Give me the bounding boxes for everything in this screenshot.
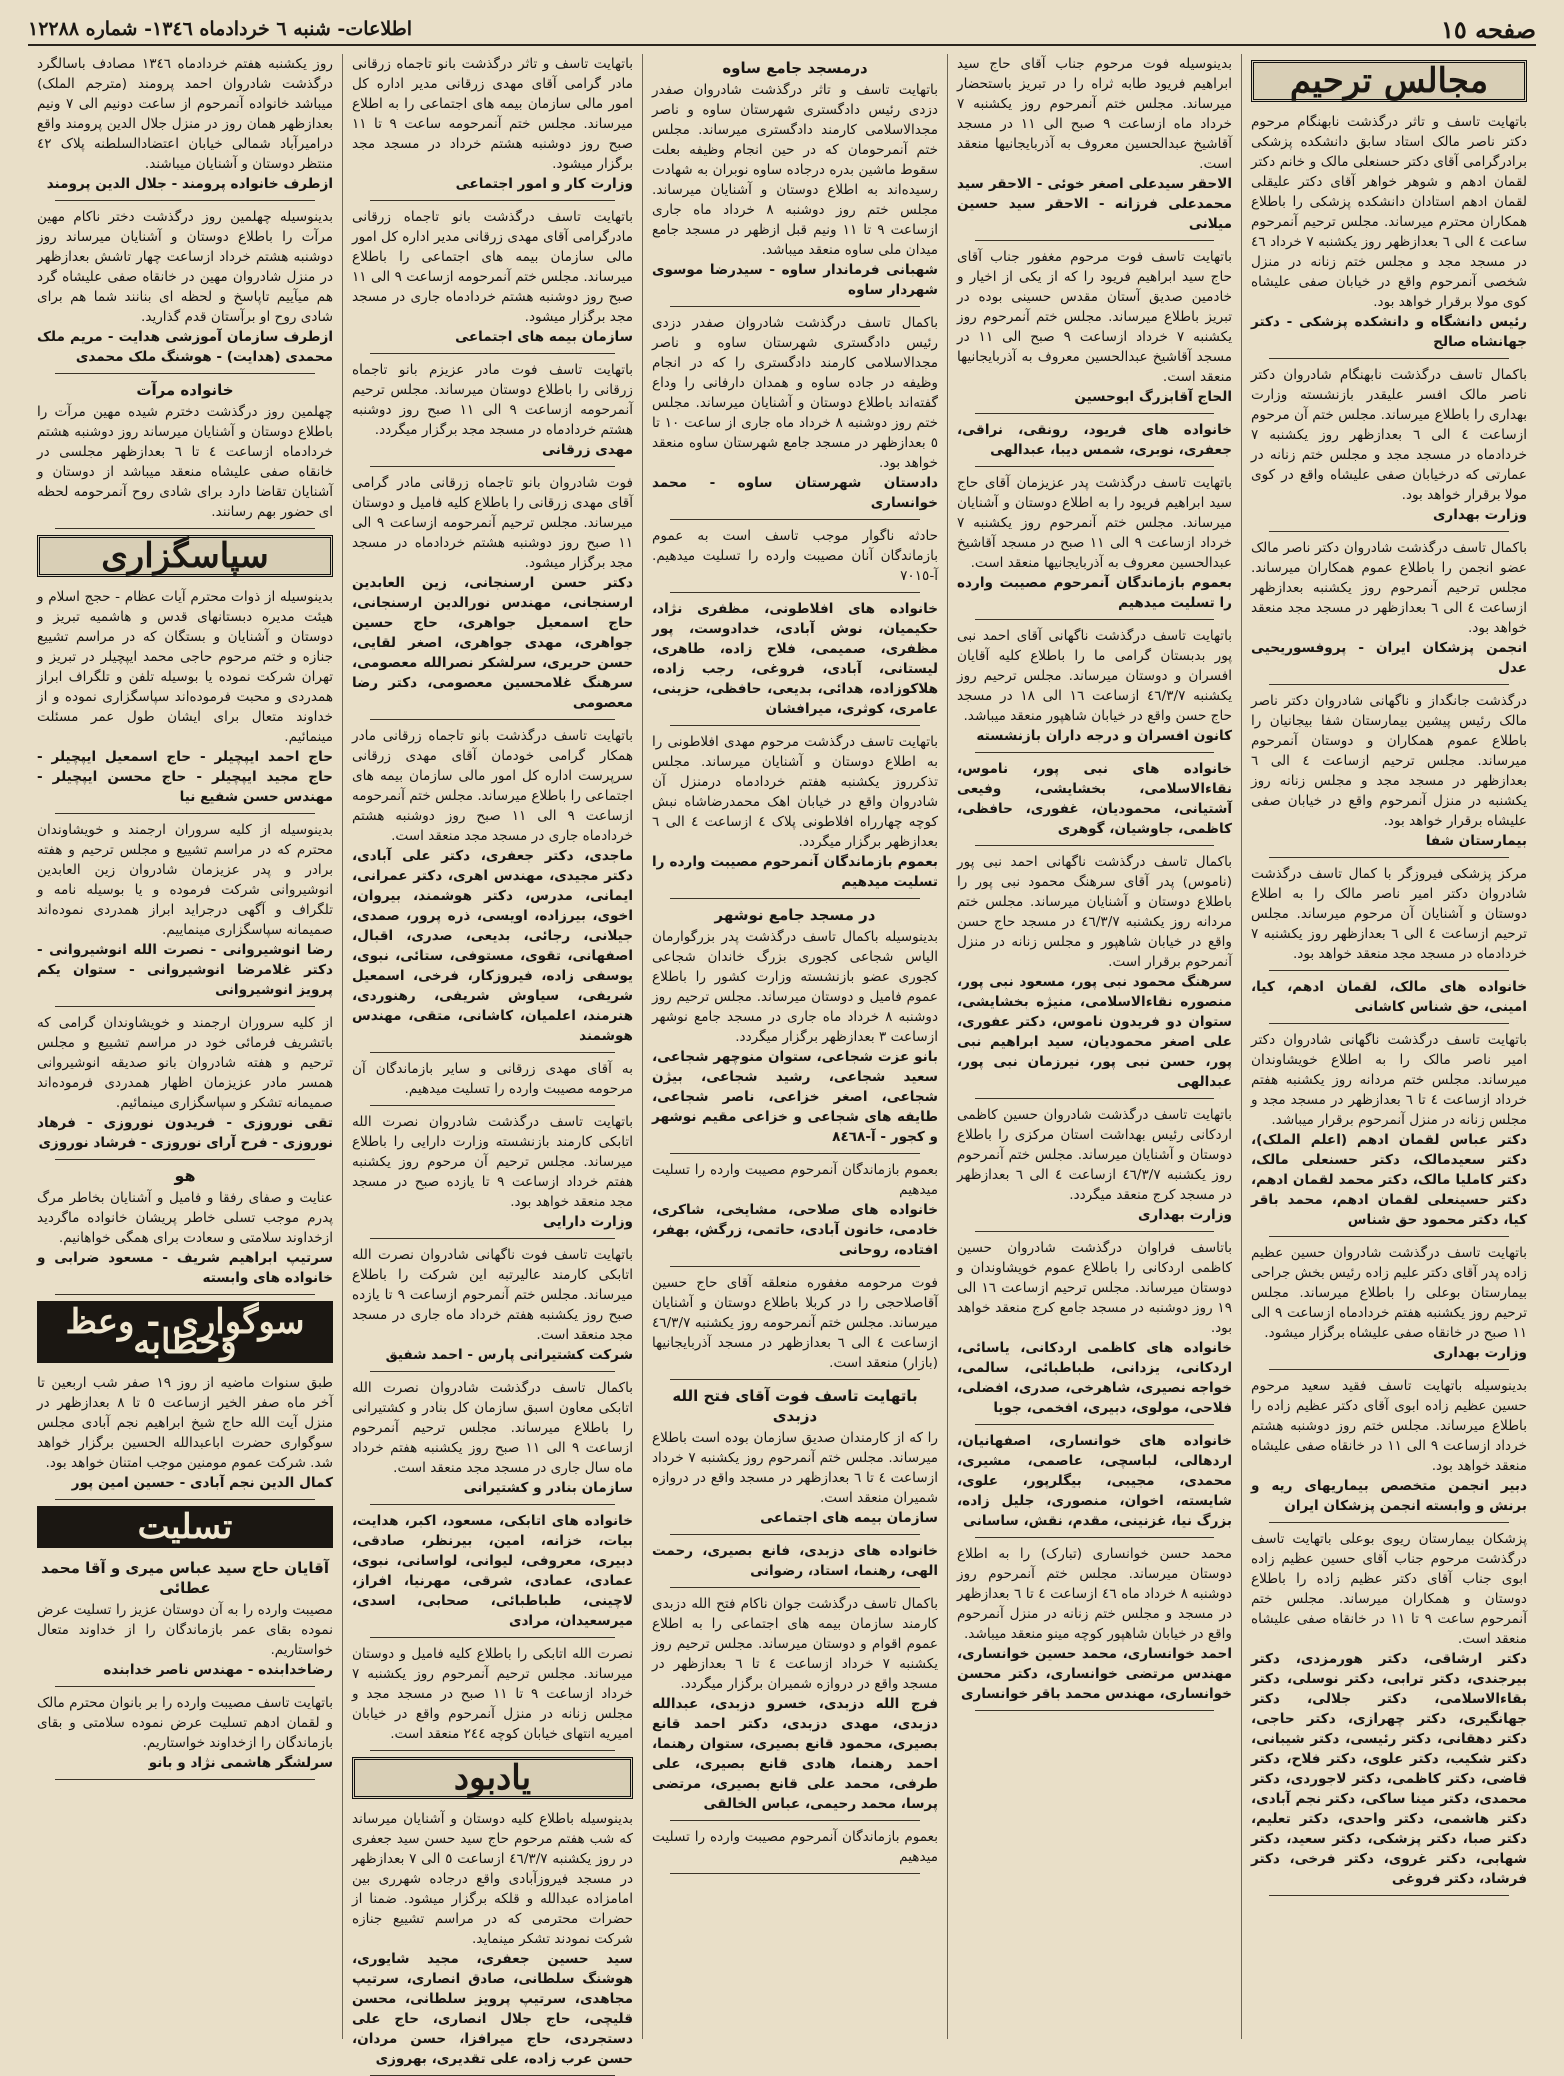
notice-signature: سازمان بیمه های اجتماعی xyxy=(455,329,633,345)
notice-block xyxy=(352,207,633,347)
notice-body: باتهایت تاسف درگذشت ناگهانی آقای احمد نبی پور بدبستان گرامی ما را باطلاع کلیه آقایان افسران و دوستان میرساند. مجلس ترحیم روز یکشنبه ٤٦/٣/٧ ازساعت ١٦ الی ١٨ در مسجد حاج حسن واقع در خیابان شاهپور منعقد میباشد. xyxy=(957,628,1232,724)
notice-body: باتهایت تاسف درگذشت پدر عزیزمان آقای حاج سید ابراهیم فریود را به اطلاع دوستان و آشنایان میرساند. مجلس ختم آنمرحوم روز یکشنبه ٧ خرداد ازساعت ٩ الی ١١ صبح در مسجد آقاشیخ عبدالحسین معروف به آذربایجانیها منعقد است. xyxy=(957,475,1233,571)
notice-signature: سرهنگ محمود نبی پور، مسعود نبی پور، منصوره نقاءالاسلامی، منیژه بخشایشی، ستوان دو فریدون ناموس، دکتر عفوری، علی اصغر محمودیان، سید ابراهیم نبی پور، حسن نبی پور، نیرزمان نبی پور، عبدالهی xyxy=(957,974,1232,1090)
notice-body: باکمال تاسف درگذشت شادروان صفدر دزدی رئیس دادگستری شهرستان ساوه و ناصر مجدالاسلامی کارمند دادگستری را که در انجام وظیفه در جاده ساوه و همدان دارفانی را وداع گفته‌اند باطلاع دوستان و آشنایان میرساند. مجلس ختم روز دوشنبه ٨ خرداد ماه جاری از ساعت ١٠ تا ٥ بعدازظهر در مسجد جامع شهرستان ساوه منعقد خواهد بود. xyxy=(652,315,938,471)
notice-divider xyxy=(55,528,315,529)
notice-block xyxy=(352,1809,633,2069)
notice-signature: بعموم بازماندگان آنمرحوم مصیبت وارده را تسلیت میدهیم xyxy=(652,854,938,890)
notice-body: بدینوسیله از کلیه سروران ارجمند و خویشاوندان محترم که در مراسم تشییع و مجلس ترحیم و هفته برادر و پدر عزیزمان شادروان زین العابدین انوشیروانی شرکت فرموده و یا بوسیله نامه و تلگراف و آگهی درجراید ابراز همدردی نموده‌اند صمیمانه سپاسگزاری مینماییم. xyxy=(37,822,333,938)
notice-divider xyxy=(1269,1522,1509,1523)
notice-divider xyxy=(1269,1895,1509,1896)
notice-divider xyxy=(55,1499,315,1500)
notice-body: باکمال تاسف درگذشت شادروان دکتر ناصر مالک عضو انجمن را باطلاع عموم همکاران میرساند. مجلس ترحیم آنمرحوم روز یکشنبه بعدازظهر ازساعت ٤ الی ٦ بعدازظهر در مسجد مجد منعقد خواهد بود. xyxy=(1251,540,1527,636)
notice-divider xyxy=(1269,1023,1509,1024)
notice-body: بدینوسیله باتهایت تاسف فقید سعید مرحوم حسین عظیم زاده ابوی آقای دکتر عظیم زاده را باطلاع میرساند. مجلس ختم روز دوشنبه هشتم خرداد ازساعت ٩ الی ١١ در خانقاه صفی علیشاه منعقد خواهد بود. xyxy=(1251,1378,1527,1474)
notice-body: مرکز پزشکی فیروزگر با کمال تاسف درگذشت شادروان دکتر امیر ناصر مالک را به اطلاع دوستان و آشنایان آن مرحوم میرساند. مجلس ترحیم ازساعت ٤ الی ٦ بعدازظهر روز یکشنبه ٧ خردادماه در مسجد مجد منعقد خواهد بود. xyxy=(1251,866,1527,962)
notice-divider xyxy=(670,898,920,899)
notice-signature: سرلشگر هاشمی نژاد و بانو xyxy=(148,1755,333,1771)
notice-body: باتهایت تاسف درگذشت شادروان حسین کاظمی اردکانی رئیس بهداشت استان مرکزی را باطلاع دوستان و آشنایان میرساند. مجلس ختم آنمرحوم روز یکشنبه ٤٦/٣/٧ ازساعت ٤ الی ٦ بعدازظهر در مسجد کرج منعقد میگردد. xyxy=(957,1107,1232,1203)
notice-body: فوت مرحومه مغفوره منعلقه آقای حاج حسین آقاصلاحجی را در کربلا باطلاع دوستان و آشنایان میرساند. مجلس ختم آنمرحومه روز یکشنبه ٤٦/٣/٧ ازساعت ٤ الی ٦ بعدازظهر در مسجد آذربایجانیها (بازار) منعقد است. xyxy=(652,1275,938,1371)
notice-divider xyxy=(975,752,1214,753)
notice-divider xyxy=(370,1238,615,1239)
notice-divider xyxy=(55,1294,315,1295)
notice-body: باتهایت تاسف درگذشت ناگهانی شادروان دکتر امیر ناصر مالک را به اطلاع خویشاوندان میرساند. مجلس ختم مردانه روز یکشنبه هفتم خرداد ازساعت ٤ تا ٦ بعدازظهر در مسجد مجد و مجلس زنانه در منزل آنمرحوم برقرار میباشد. xyxy=(1251,1032,1528,1128)
notice-body: باتهایت تاسف فوت مادر عزیزم بانو تاجماه زرقانی را باطلاع دوستان میرساند. مجلس ترحیم آنمرحومه ازساعت ٩ الی ١١ صبح روز دوشنبه هشتم خردادماه در مسجد مجد برگزار میگردد. xyxy=(352,362,633,438)
notice-divider xyxy=(370,353,615,354)
notice-block xyxy=(37,54,333,194)
notice-block xyxy=(652,1541,938,1581)
notice-heading: آقایان حاج سید عباس میری و آقا محمد عطائی xyxy=(41,1559,329,1597)
page-number: صفحه ١٥ xyxy=(1440,14,1536,44)
notice-divider xyxy=(370,466,615,467)
notice-divider xyxy=(670,1266,920,1267)
notice-signature: خانواده های مالک، لقمان ادهم، کیا، امینی، حق شناس کاشانی xyxy=(1251,979,1527,1015)
notice-body: طبق سنوات ماضیه از روز ١٩ صفر شب اربعین تا آخر ماه صفر الخیر ازساعت ٥ تا ٨ بعدازظهر در منزل آیت الله حاج شیخ ابراهیم نجم آبادی مجلس سوگواری حضرت اباعبدالله الحسین برگزار خواهد شد. شرکت عموم مومنین موجب امتنان خواهد بود. xyxy=(37,1375,333,1471)
notice-block xyxy=(1251,977,1527,1017)
notice-heading: در مسجد جامع نوشهر xyxy=(714,906,876,924)
notice-block xyxy=(957,1544,1232,1704)
notice-divider xyxy=(975,413,1214,414)
notice-divider xyxy=(1269,1236,1509,1237)
notice-block xyxy=(1251,864,1527,964)
notice-divider xyxy=(55,373,315,374)
notice-block xyxy=(352,473,633,713)
notice-block xyxy=(352,1059,633,1099)
notice-heading: خانواده مرآت xyxy=(136,381,234,399)
notice-block xyxy=(352,726,633,1046)
notice-body: باکمال تاسف درگذشت نابهنگام شادروان دکتر ناصر مالک افسر علیقدر بازنشسته وزارت بهداری را باطلاع میرساند. مجلس ختم آن مرحوم ازساعت ٤ الی ٦ بعدازظهر روز یکشنبه ٧ خردادماه در مسجد مجد و مجلس ختم زنانه در عمارتی که درخیابان صفی علیشاه واقع در کوی مولا برقرار خواهد بود. xyxy=(1251,367,1527,503)
notice-block xyxy=(957,54,1232,234)
notice-signature: کانون افسران و درجه داران بازنشسته xyxy=(976,728,1232,744)
notice-divider xyxy=(370,1052,615,1053)
notice-block xyxy=(652,599,938,719)
notice-divider xyxy=(370,1371,615,1372)
section-banner: یادبود xyxy=(352,1757,633,1799)
notice-body: باتهایت تاسف درگذشت شادروان حسین عظیم زاده پدر آقای دکتر علیم زاده رئیس بخش جراحی بیمارستان بوعلی را باطلاع میرساند. مجلس ترحیم روز یکشنبه هفتم خردادماه ازساعت ٩ الی ١١ صبح در خانقاه صفی علیشاه برگزار میشود. xyxy=(1251,1245,1527,1341)
notice-signature: رئیس دانشگاه و دانشکده پزشکی - دکتر جهانشاه صالح xyxy=(1251,314,1527,350)
notice-body: درگذشت جانگداز و ناگهانی شادروان دکتر ناصر مالک رئیس پیشین بیمارستان شفا بیجانیان را باطلاع عموم همکاران و دوستان آنمرحوم میرساند. مجلس ترحیم ازساعت ٤ الی ٦ بعدازظهر در مسجد مجد و مجلس زنانه روز یکشنبه در منزل آنمرحوم واقع در خیابان صفی علیشاه برقرار خواهد بود. xyxy=(1251,693,1527,829)
notice-signature: تقی نوروزی - فریدون نوروزی - فرهاد نوروزی - فرح آرای نوروزی - فرشاد نوروزی xyxy=(37,1115,333,1151)
notice-invocation: هو xyxy=(174,1166,196,1185)
notice-block xyxy=(1251,1243,1527,1363)
notice-signature: وزارت بهداری xyxy=(1432,1345,1527,1361)
notice-body: باکمال تاسف درگذشت شادروان نصرت الله اتابکی معاون اسبق سازمان کل بنادر و کشتیرانی را باطلاع میرساند. مجلس ترحیم آنمرحوم ازساعت ٩ الی ١١ صبح روز یکشنبه هفتم خرداد ماه سال جاری در مسجد مجد منعقد است. xyxy=(352,1380,633,1476)
notice-body: بعموم بازماندگان آنمرحوم مصیبت وارده را تسلیت میدهیم xyxy=(652,1829,938,1865)
notice-block xyxy=(957,1238,1232,1418)
notice-divider xyxy=(975,1231,1214,1232)
notice-signature: خانواده های خوانساری، اصفهانیان، اردهالی، لباسچی، عاصمی، مشیری، محمدی، مجیبی، بیگلرپور، علوی، شایسته، اخوان، منصوری، جلیل زاده، بزرگ نیا، غزنینی، مقدم، نقش، ساسانی xyxy=(957,1433,1232,1529)
notice-signature: خانواده های صلاحی، مشایخی، شاکری، خادمی، خانون آبادی، حاتمی، زرگش، بهفر، افتاده، روحانی xyxy=(652,1202,938,1258)
notice-body: مصیبت وارده را به آن دوستان عزیز را تسلیت عرض نموده بقای عمر بازماندگان را از خداوند متعال خواستاریم. xyxy=(37,1602,333,1658)
notice-block xyxy=(37,1693,333,1773)
notice-divider xyxy=(370,1637,615,1638)
notice-body: باتهایت تاسف فوت مرحوم مغفور جناب آقای حاج سید ابراهیم فریود را که از یکی از اخیار و خادمین صدیق آستان مقدس حسینی بوده در تبریز باطلاع میرساند. مجلس ختم آنمرحوم روز یکشنبه ٧ خرداد ازساعت ٩ صبح الی ١١ در مسجد آقاشیخ عبدالحسین معروف به آذربایجانیها منعقد است. xyxy=(957,249,1232,385)
notice-block xyxy=(352,54,633,194)
notice-body: بدینوسیله باطلاع کلیه دوستان و آشنایان میرساند که شب هفتم مرحوم حاج سید حسن سید جعفری در روز یکشنبه ٤٦/٣/٧ ازساعت ٥ الی ٧ بعدازظهر در مسجد فیروزآبادی واقع درجاده شهرری بین امامزاده عبدالله و قلکه برگزار میشود. ضمنا از حضرات محترمی که در مراسم تشییع جنازه شرکت نمودند تشکر مینماید. xyxy=(352,1811,633,1947)
notice-divider xyxy=(55,813,315,814)
column-1 xyxy=(1241,54,1536,2039)
notice-signature: سرتیپ ابراهیم شریف - مسعود ضرابی و خانواده های وابسته xyxy=(37,1250,333,1286)
notice-signature: ماجدی، دکتر جعفری، دکتر علی آبادی، دکتر مجیدی، مهندس اهری، دکتر عمرانی، ایمانی، مدرس، دکتر هوشمند، بیروان، اخوی، بیرزاده، اویسی، ذره پرور، صمدی، جیلانی، رجائی، بدیعی، صدری، اقبال، اصفهانی، تقوی، مستوفی، ستائی، نبوی، یوسفی زاده، فیروزکار، فرخی، اسمعیل شریفی، سیاوش شریفی، رهنوردی، هنرمند، اعلمیان، کاشانی، متقی، مهندس هوشمند xyxy=(352,848,633,1044)
notice-divider xyxy=(670,519,920,520)
notice-signature: شهبانی فرماندار ساوه - سیدرضا موسوی شهردار ساوه xyxy=(652,262,938,298)
notice-block xyxy=(957,1431,1232,1531)
notice-body: بدینوسیله فوت مرحوم جناب آقای حاج سید ابراهیم فریود طابه ثراه را در تبریز باستحضار میرساند. مجلس ختم آنمرحوم روز یکشنبه ٧ خرداد ماه ازساعت ٩ صبح الی ١١ در مسجد آقاشیخ عبدالحسین معروف به آذربایجانیها منعقد است. xyxy=(957,56,1232,172)
notice-block xyxy=(652,1160,938,1260)
notice-divider xyxy=(975,466,1214,467)
notice-block xyxy=(957,626,1232,746)
notice-signature: دبیر انجمن متخصص بیماریهای ریه و برنش و وابسته انجمن پزشکان ایران xyxy=(1251,1478,1527,1514)
notice-signature: خانواده های دزبدی، فانع بصیری، رحمت الهی، رهنما، استاد، رضوانی xyxy=(652,1543,938,1579)
notice-block xyxy=(37,1166,333,1288)
notice-body: بدینوسیله باکمال تاسف درگذشت پدر بزرگوارمان الیاس شجاعی کجوری بزرگ خاندان شجاعی کجوری عضو بازنشسته وزارت کشور را باطلاع عموم فامیل و دوستان میرساند. مجلس ترحیم روز دوشنبه ٨ خرداد ماه جاری در مسجد جامع نوشهر ازساعت ٣ بعدازظهر برگزار میگردد. xyxy=(652,929,939,1045)
notice-divider xyxy=(55,200,315,201)
notice-block xyxy=(1251,691,1527,851)
notice-signature: الاحقر سیدعلی اصغر خوئی - الاحقر سید محمدعلی فرزانه - الاحقر سید حسین میلانی xyxy=(957,176,1232,232)
notice-block xyxy=(1251,538,1527,678)
notice-block xyxy=(37,587,333,807)
notice-body: عنایت و صفای رفقا و فامیل و آشنایان بخاطر مرگ پدرم موجب تسلی خاطر پریشان خانواده ماگردید ازخداوند سلامتی و سعادت برای همگی خواهانیم. xyxy=(37,1190,333,1246)
notice-signature: سازمان بیمه های اجتماعی xyxy=(760,1510,938,1526)
notice-divider xyxy=(975,1710,1214,1711)
notice-body: محمد حسن خوانساری (تبارک) را به اطلاع دوستان میرساند. مجلس ختم آنمرحوم روز دوشنبه ٨ خرداد ماه ٤٦ ازساعت ٤ تا ٦ بعدازظهر در مسجد و مجلس ختم زنانه در منزل آنمرحوم واقع در خیابان شاهپور کوچه مینو منعقد میباشد. xyxy=(957,1546,1233,1642)
notice-block xyxy=(37,1558,333,1680)
notice-body: باکمال تاسف درگذشت ناگهانی احمد نبی پور (ناموس) پدر آقای سرهنگ محمود نبی پور را باطلاع دوستان و آشنایان میرساند. مجلس ختم مردانه روز یکشنبه ٤٦/٣/٧ در مسجد حاج حسن واقع در خیابان شاهپور و مجلس زنانه در منزل آنمرحوم برقرار است. xyxy=(957,854,1232,970)
notice-divider xyxy=(1269,1369,1509,1370)
notice-block xyxy=(37,820,333,1000)
notice-block xyxy=(352,360,633,460)
notice-signature: بیمارستان شفا xyxy=(1425,833,1527,849)
notice-block xyxy=(652,58,938,300)
notice-divider xyxy=(975,1424,1214,1425)
notice-divider xyxy=(670,1379,920,1380)
notice-signature: حاج احمد ایپچیلر - حاج اسمعیل ایپچیلر - حاج مجید ایپچیلر - حاج محسن ایپچیلر - مهندس حسن شفیع نیا xyxy=(37,749,333,805)
notice-body: فوت شادروان بانو تاجماه زرقانی مادر گرامی آقای مهدی زرقانی را باطلاع کلیه فامیل و دوستان میرساند. مجلس ترحیم آنمرحومه ازساعت ٩ الی ١١ صبح روز دوشنبه هشتم خردادماه در مسجد مجد برگزار میشود. xyxy=(352,475,633,571)
notice-block xyxy=(652,1827,938,1867)
notice-signature: رضاخدابنده - مهندس ناصر خدابنده xyxy=(103,1662,333,1678)
notice-body: نصرت الله اتابکی را باطلاع کلیه فامیل و دوستان میرساند. مجلس ترحیم آنمرحوم روز یکشنبه ٧ خرداد ازساعت ٩ تا ١١ صبح در مسجد مجد و مجلس زنانه در منزل آنمرحوم واقع در خیابان امیریه انتهای خیابان کوچه ٢٤٤ منعقد است. xyxy=(352,1646,633,1742)
notice-body: پزشکان بیمارستان ریوی بوعلی باتهایت تاسف درگذشت مرحوم جناب آقای حسین عظیم زاده ابوی جناب آقای دکتر عظیم زاده را باطلاع دوستان و همکاران میرساند. مجلس ختم آنمرحوم ساعت ٩ تا ١١ در خانقاه صفی علیشاه منعقد است. xyxy=(1251,1531,1527,1647)
column-3 xyxy=(642,54,947,2039)
notice-block xyxy=(1251,1030,1527,1230)
notice-block xyxy=(352,1245,633,1365)
notice-block xyxy=(37,380,333,522)
notice-signature: شرکت کشتیرانی پارس - احمد شفیق xyxy=(385,1347,633,1363)
notice-block xyxy=(1251,1529,1527,1889)
notice-block xyxy=(652,732,938,892)
notice-signature: رضا انوشیروانی - نصرت الله انوشیروانی - دکتر غلامرضا انوشیروانی - ستوان یکم پرویز انوشیروانی xyxy=(37,942,333,998)
notice-signature: وزارت کار و امور اجتماعی xyxy=(455,176,633,192)
notice-divider xyxy=(55,1006,315,1007)
notice-body: باکمال تاسف درگذشت جوان ناکام فتح الله دزبدی کارمند سازمان بیمه های اجتماعی را به اطلاع عموم اقوام و دوستان میرساند. مجلس ترحیم روز یکشنبه ٧ خرداد ازساعت ٤ تا ٦ بعدازظهر در مسجد واقع در دروازه شمیران برگزار میگردد. xyxy=(652,1596,938,1692)
column-5 xyxy=(28,54,342,2039)
notice-signature: خانواده های اتابکی، مسعود، اکبر، هدایت، بیات، خزانه، امین، بیرنظر، صادقی، دبیری، معروفی، لیوانی، لواسانی، نبوی، عمادی، عمادی، شرقی، مهرنیا، افراز، لاچینی، طباطبائی، صحابی، اسدی، میرسعیدان، مرادی xyxy=(352,1513,633,1629)
notice-divider xyxy=(975,1098,1214,1099)
notice-signature: وزارت بهداری xyxy=(1432,507,1527,523)
notice-divider xyxy=(975,240,1214,241)
notice-block xyxy=(957,247,1232,407)
notice-heading: باتهایت تاسف فوت آقای فتح الله دزبدی xyxy=(672,1387,918,1425)
notice-block xyxy=(652,1594,938,1814)
notice-body: باتهایت تاسف درگذشت بانو تاجماه زرقانی مادر همکار گرامی خودمان آقای مهدی زرقانی سرپرست اداره کل امور مالی سازمان بیمه های اجتماعی را باطلاع میرساند. مجلس ختم آنمرحومه ازساعت ٩ الی ١١ صبح روز دوشنبه هشتم خردادماه جاری در مسجد مجد منعقد است. xyxy=(352,728,633,844)
notice-block xyxy=(352,1112,633,1232)
notice-body: را که از کارمندان صدیق سازمان بوده است باطلاع میرساند. مجلس ختم آنمرحوم روز یکشنبه ٧ خرداد ازساعت ٤ تا ٦ بعدازظهر در مسجد واقع در دروازه شمیران منعقد است. xyxy=(652,1430,938,1506)
section-banner: تسلیت xyxy=(37,1506,333,1548)
notice-heading: درمسجد جامع ساوه xyxy=(722,59,868,77)
notice-divider xyxy=(55,1159,315,1160)
notice-divider xyxy=(670,1153,920,1154)
notice-body: به آقای مهدی زرقانی و سایر بازماندگان آن مرحومه مصیبت وارده را تسلیت میدهیم. xyxy=(352,1061,633,1097)
notice-divider xyxy=(670,1873,920,1874)
notice-block xyxy=(37,1373,333,1493)
column-2 xyxy=(947,54,1241,2039)
notice-divider xyxy=(670,306,920,307)
notice-body: باتاسف فراوان درگذشت شادروان حسین کاظمی اردکانی را باطلاع عموم خویشاوندان و دوستان میرساند. مجلس ترحیم ازساعت ١٦ الی ١٩ روز دوشنبه در مسجد جامع کرج منعقد خواهد بود. xyxy=(957,1240,1232,1336)
notice-body: بعموم بازماندگان آنمرحوم مصیبت وارده را تسلیت میدهیم xyxy=(652,1162,938,1198)
notice-body: بدینوسیله چهلمین روز درگذشت دختر ناکام مهین مرآت را باطلاع دوستان و آشنایان میرساند روز دوشنبه هشتم خرداد ازساعت چهار تاشش بعدازظهر در منزل شادروان مهین در خانقاه صفی علیشاه گرد هم میآییم تاپاسخ و لحظه ای بنانند شما هم برای شادی روح او برآستان قدم گذارید. xyxy=(37,209,333,325)
notice-signature: خانواده های کاظمی اردکانی، یاسائی، اردکانی، یزدانی، طباطبائی، سالمی، خواجه نصیری، شاهرخی، صدری، افضلی، فلاحی، مولوی، دبیری، افخمی، جویا xyxy=(957,1340,1232,1416)
notice-block xyxy=(352,1511,633,1631)
notice-block xyxy=(957,1105,1232,1225)
notice-block xyxy=(37,207,333,367)
notice-signature: بعموم بازماندگان آنمرحوم مصیبت وارده را تسلیت میدهیم xyxy=(957,575,1232,611)
notice-block xyxy=(652,1273,938,1373)
notice-signature: الحاج آقابزرگ ابوحسین xyxy=(1074,389,1232,405)
notice-divider xyxy=(1269,857,1509,858)
notice-body: باتهایت تاسف درگذشت مرحوم مهدی افلاطونی را به اطلاع دوستان و آشنایان میرساند. مجلس تذکرروز یکشنبه هفتم خردادماه درمنزل آن شادروان واقع در خیابان اهک محمدرضاشاه نبش کوچه چهارراه افلاطونی پلاک ٤ ازساعت ٤ الی ٦ بعدازظهر برگزار میگردد. xyxy=(652,734,938,850)
notice-body: باتهایت تاسف و تاثر درگذشت شادروان صفدر دزدی رئیس دادگستری شهرستان ساوه و ناصر مجدالاسلامی کارمند دادگستری میرساند. مجلس ختم آنمرحومان که در حین انجام وظیفه بعلت سقوط ماشین بدره درجاده ساوه نوبران به شهادت رسیده‌اند به اطلاع دوستان و آشنایان میرساند. مجلس ختم روز دوشنبه ٨ خرداد ماه جاری ازساعت ٩ تا ١١ ونیم قبل ازظهر در مسجد جامع میدان ملی ساوه منعقد میباشد. xyxy=(652,82,939,258)
columns xyxy=(28,54,1536,2067)
notice-body: باتهایت تاسف مصیبت وارده را بر بانوان محترم مالک و لقمان ادهم تسلیت عرض نموده سلامتی و بقای بازماندگان را ازخداوند خواستاریم. xyxy=(37,1695,333,1751)
notice-block xyxy=(1251,1376,1527,1516)
notice-signature: دکتر حسن ارسنجانی، زین العابدین ارسنجانی، مهندس نورالدین ارسنجانی، حاج اسمعیل جواهری، حاج حسین جواهری، مهدی جواهری، اصغر لقایی، حسن حریری، سرلشکر نصرالله معصومی، سرهنگ غلامحسین معصومی، دکتر رضا معصومی xyxy=(352,575,633,711)
notice-divider xyxy=(1269,970,1509,971)
notice-block xyxy=(652,313,938,513)
notice-signature: فرج الله دزبدی، خسرو دزبدی، عبدالله دزبدی، مهدی دزبدی، دکتر احمد قانع بصیری، محمود قانع بصیری، ستوان رهنما، احمد رهنما، هادی قانع بصیری، علی طرفی، محمد علی قانع بصیری، مرتضی پرسا، محمد رحیمی، عباس الخالقی xyxy=(652,1696,938,1812)
notice-block xyxy=(37,1013,333,1153)
notice-signature: خانواده های فریود، رونقی، نراقی، جعفری، نوبری، شمس دیبا، عبدالهی xyxy=(957,422,1232,458)
notice-signature: ازطرف سازمان آموزشی هدایت - مریم ملک محمدی (هدایت) - هوشنگ ملک محمدی xyxy=(37,329,333,365)
notice-divider xyxy=(670,592,920,593)
notice-block xyxy=(957,759,1232,839)
notice-signature: کمال الدین نجم آبادی - حسین امین پور xyxy=(71,1475,333,1491)
notice-divider xyxy=(370,719,615,720)
notice-body: حادثه ناگوار موجب تاسف است به عموم بازماندگان آنان مصیبت وارده را تسلیت میدهیم. آ-٧٠١٥ xyxy=(652,528,938,584)
notice-divider xyxy=(1269,358,1509,359)
notice-body: روز یکشنبه هفتم خردادماه ١٣٤٦ مصادف باسالگرد درگذشت شادروان احمد پرومند (مترجم الملک) میباشد خانواده آنمرحوم از ساعت دونیم الی ٧ ونیم بعدازظهر همان روز در منزل جلال الدین پرومند واقع درامیرآباد شمالی خیابان اعتضادالسلطنه پلاک ٤٢ منتظر دوستان و آشنایان میباشند. xyxy=(37,56,333,172)
issue-info: اطلاعات- شنبه ٦ خردادماه ١٣٤٦- شماره ١٢٢٨٨ xyxy=(28,18,413,40)
notice-divider xyxy=(975,619,1214,620)
column-4 xyxy=(342,54,642,2067)
notice-signature: انجمن پزشکان ایران - پروفسوریحیی عدل xyxy=(1251,640,1527,676)
notice-signature: احمد خوانساری، محمد حسین خوانساری، مهندس مرتضی خوانساری، دکتر محسن خوانساری، مهندس محمد باقر خوانساری xyxy=(957,1646,1232,1702)
notice-block xyxy=(352,1378,633,1498)
notice-signature: مهدی زرقانی xyxy=(542,442,633,458)
notice-divider xyxy=(55,1686,315,1687)
notice-block xyxy=(652,1386,938,1528)
notice-divider xyxy=(55,1779,315,1780)
notice-block xyxy=(957,852,1232,1092)
notice-divider xyxy=(975,845,1214,846)
notice-signature: بانو عزت شجاعی، ستوان منوچهر شجاعی، سعید شجاعی، رشید شجاعی، بیژن شجاعی، اصغر خزاعی، ناصر شجاعی، طایفه های شجاعی و خزاعی مقیم نوشهر و کجور - آ-٨٤٦٨ xyxy=(652,1049,938,1145)
notice-divider xyxy=(370,1504,615,1505)
notice-divider xyxy=(370,1105,615,1106)
notice-block xyxy=(652,526,938,586)
notice-body: باتهایت تاسف فوت ناگهانی شادروان نصرت الله اتابکی کارمند عالیرتبه این شرکت را باطلاع میرساند. مجلس ختم آنمرحوم ازساعت ٩ تا یازده صبح روز یکشنبه هفتم خرداد ماه جاری در مسجد مجد منعقد است. xyxy=(352,1247,634,1343)
section-banner: سپاسگزاری xyxy=(37,535,333,577)
notice-signature: وزارت دارایی xyxy=(542,1214,633,1230)
notice-block xyxy=(352,1644,633,1744)
notice-signature: وزارت بهداری xyxy=(1137,1207,1232,1223)
notice-body: باتهایت تاسف درگذشت بانو تاجماه زرقانی مادرگرامی آقای مهدی زرقانی مدیر اداره کل امور مالی سازمان بیمه های اجتماعی را باطلاع میرساند. مجلس ختم آنمرحومه ازساعت ٩ الی ١١ صبح روز دوشنبه هشتم خردادماه جاری در مسجد مجد برگزار میشود. xyxy=(352,209,633,325)
notice-body: باتهایت تاسف و تاثر درگذشت بانو تاجماه زرقانی مادر گرامی آقای مهدی زرقانی مدیر اداره کل امور مالی سازمان بیمه های اجتماعی را به اطلاع میرساند. مجلس ختم آنمرحومه ساعت ٩ تا ١١ صبح روز دوشنبه هشتم خرداد در مسجد مجد برگزار میشود. xyxy=(352,56,633,172)
notice-signature: دکتر ارشاقی، دکتر هورمزدی، دکتر بیرجندی، دکتر ترابی، دکتر نوسلی، دکتر بقاءالاسلامی، دکتر جلالی، دکتر جهانگیری، دکتر چهرازی، دکتر حاجی، دکتر دهقانی، دکتر رئیسی، دکتر شیبانی، دکتر شکیب، دکتر علوی، دکتر فلاح، دکتر قاضی، دکتر کاظمی، دکتر لاجوردی، دکتر محمدی، دکتر مینا ساکی، دکتر نجم آبادی، دکتر هاشمی، دکتر واحدی، دکتر تعلیم، دکتر صبا، دکتر پزشکی، دکتر سعید، دکتر شهابی، دکتر غروی، دکتر فرخی، دکتر فرشاد، دکتر فروغی xyxy=(1251,1651,1527,1887)
notice-body: بدینوسیله از ذوات محترم آیات عظام - حجج اسلام و هیئت مدیره دبستانهای قدس و هاشمیه تبریز و دوستان و آشنایان و بستگان که در مراسم تشییع جنازه و ختم مرحوم حاجی محمد ایپچیلر در تبریز و تهران شرکت نموده یا بوسیله تلفن و تلگراف ابراز همدردی و محبت فرموده‌اند سپاسگزاری نموده و از خداوند متعال برای ایشان طول عمر مسئلت مینمائیم. xyxy=(37,589,333,745)
notice-divider xyxy=(370,200,615,201)
notice-divider xyxy=(370,1750,615,1751)
notice-body: از کلیه سروران ارجمند و خویشاوندان گرامی که باتشریف فرمائی خود در مراسم تشییع و مجلس ترحیم و هفته شادروان بانو صدیقه انوشیروانی همسر مادر عزیزمان اظهار همدردی فرموده‌اند صمیمانه تشکر و سپاسگزاری مینمائیم. xyxy=(37,1015,333,1111)
notice-divider xyxy=(670,1587,920,1588)
notice-body: چهلمین روز درگذشت دخترم شیده مهین مرآت را باطلاع دوستان و آشنایان میرساند روز دوشنبه هشتم خردادماه ازساعت ٤ تا ٦ بعدازظهر مجلسی در خانقاه صفی علیشاه منعقد میباشد از دوستان و آشنایان تقاضا دارد برای شادی روح آنمرحومه لحظه ای حضور بهم رسانند. xyxy=(37,404,333,520)
notice-signature: سازمان بنادر و کشتیرانی xyxy=(463,1480,633,1496)
notice-signature: ازطرف خانواده پرومند - جلال الدین پرومند xyxy=(46,176,333,192)
notice-block xyxy=(1251,112,1527,352)
notice-body: باتهایت تاسف و تاثر درگذشت نابهنگام مرحوم دکتر ناصر مالک استاد سابق دانشکده پزشکی برادرگرامی آقای دکتر حسنعلی مالک و خانم دکتر لقمان ادهم و شوهر خواهر آقای دکتر علیقلی لقمان ادهم استادان دانشکده پزشکی را باطلاع همکاران محترم میرساند. مجلس ترحیم آنمرحوم ساعت ٤ الی ٦ بعدازظهر روز یکشنبه ٧ خرداد ٤٦ در مسجد مجد و مجلس ختم زنانه در منزل شخصی آنمرحوم واقع در خیابان صفی علیشاه کوی مولا برقرار خواهد بود. xyxy=(1251,114,1527,310)
notice-divider xyxy=(975,1537,1214,1538)
notice-block xyxy=(957,473,1232,613)
notice-divider xyxy=(1269,531,1509,532)
notice-signature: خانواده های نبی پور، ناموس، نقاءالاسلامی، بخشایشی، وفیعی آشتیانی، محمودیان، غفوری، حافظی، کاظمی، جاوشیان، گوهری xyxy=(957,761,1232,837)
notice-signature: دکتر عباس لقمان ادهم (اعلم الملک)، دکتر سعیدمالک، دکتر حسنعلی مالک، دکتر کاملیا مالک، دکتر محمد لقمان ادهم، دکتر حسینعلی لقمان ادهم، محمد باقر کیا، دکتر محمود حق شناس xyxy=(1251,1132,1527,1228)
section-banner: مجالس ترحیم xyxy=(1251,60,1527,102)
notice-block xyxy=(652,905,938,1147)
notice-signature: دادستان شهرستان ساوه - محمد خوانساری xyxy=(652,475,938,511)
notice-divider xyxy=(670,1820,920,1821)
masthead xyxy=(28,14,1536,46)
notice-signature: خانواده های افلاطونی، مظفری نژاد، حکیمیان، نوش آبادی، خدادوست، پور مظفری، صمیمی، فلاح زاده، طاهری، لیستانی، آبادی، فروغی، رجب زاده، هلاکوزاده، هدائی، بدیعی، حافظی، حزینی، عامری، کوثری، میرافشان xyxy=(652,601,938,717)
notice-block xyxy=(1251,365,1527,525)
section-banner: سوگواری - وعظ وخطابه xyxy=(37,1301,333,1363)
notice-divider xyxy=(1269,684,1509,685)
notice-signature: سید حسین جعفری، مجید شایوری، هوشنگ سلطانی، صادق انصاری، سرتیپ مجاهدی، سرتیپ پرویز سلطانی، محسن قلیچی، حاج جلال انصاری، حاج علی دستجردی، حاج میرافزا، حسن مردان، حسن عرب زاده، علی تقدیری، بهروزی xyxy=(352,1951,633,2067)
notice-divider xyxy=(670,1534,920,1535)
notice-body: باتهایت تاسف درگذشت شادروان نصرت الله اتابکی کارمند بازنشسته وزارت دارایی را باطلاع میرساند. مجلس ترحیم آن مرحوم روز یکشنبه هفتم خرداد ازساعت ٩ تا یازده صبح در مسجد مجد منعقد خواهد بود. xyxy=(352,1114,633,1210)
notice-divider xyxy=(670,725,920,726)
notice-block xyxy=(957,420,1232,460)
